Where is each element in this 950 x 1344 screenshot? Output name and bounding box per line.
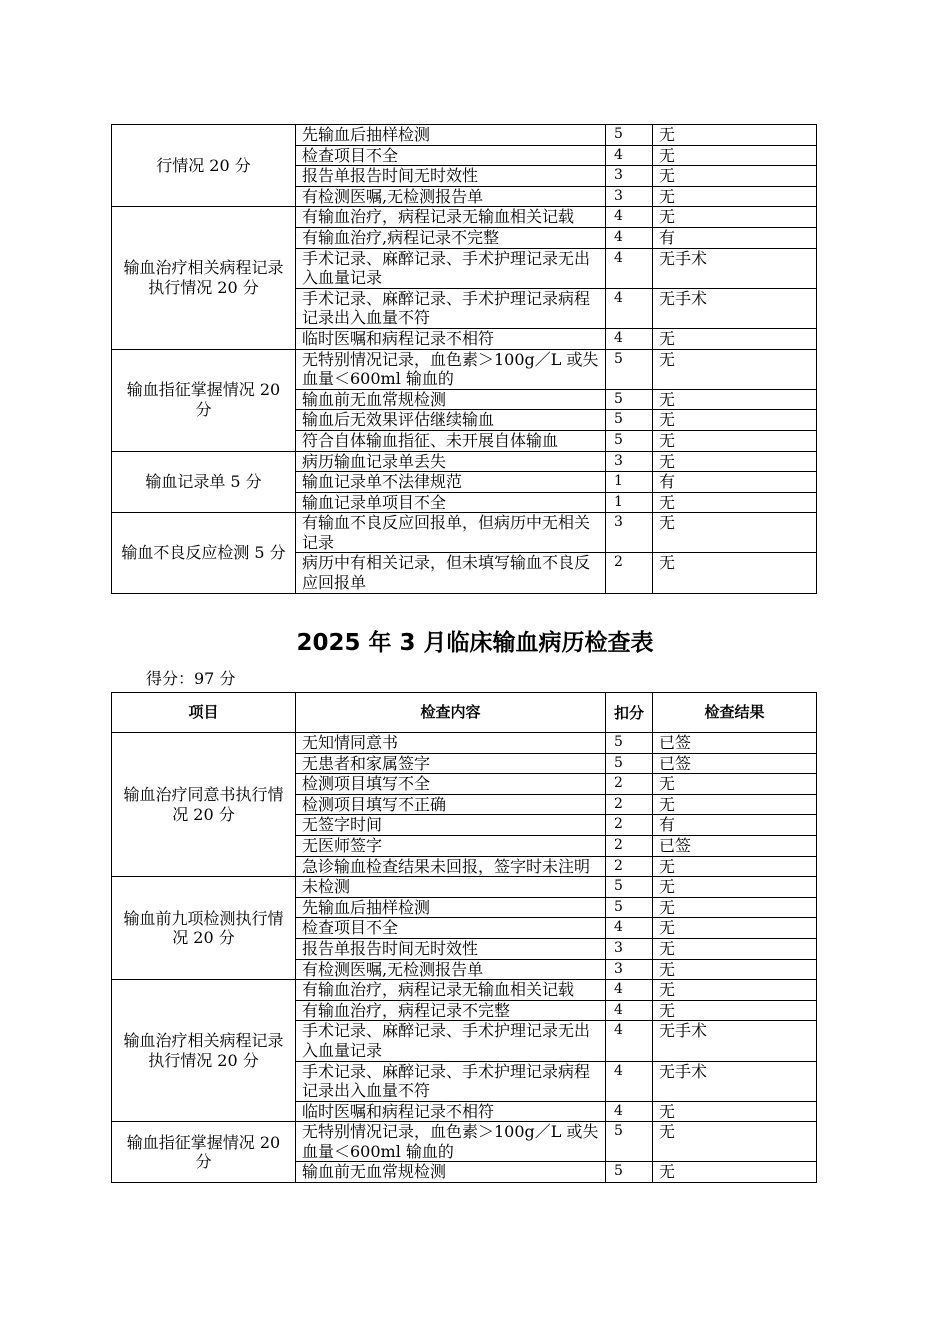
deduct-cell: 3 — [606, 186, 653, 207]
content-cell: 手术记录、麻醉记录、手术护理记录病程记录出入血量不符 — [296, 288, 606, 328]
deduct-cell: 5 — [606, 125, 653, 146]
deduct-cell: 3 — [606, 451, 653, 472]
deduct-cell: 4 — [606, 328, 653, 349]
content-cell: 有输血不良反应回报单，但病历中无相关记录 — [296, 513, 606, 553]
table-row — [112, 513, 817, 553]
result-cell: 无 — [653, 125, 817, 146]
deduct-cell: 5 — [606, 1122, 653, 1162]
content-cell: 临时医嘱和病程记录不相符 — [296, 328, 606, 349]
result-cell: 无 — [653, 856, 817, 877]
result-cell: 无 — [653, 410, 817, 431]
result-cell: 有 — [653, 227, 817, 248]
content-cell: 有检测医嘱,无检测报告单 — [296, 959, 606, 980]
result-cell: 无 — [653, 877, 817, 898]
table-row — [112, 1122, 817, 1162]
content-cell: 未检测 — [296, 877, 606, 898]
content-cell: 检测项目填写不正确 — [296, 794, 606, 815]
result-cell: 无 — [653, 451, 817, 472]
category-cell: 输血治疗相关病程记录执行情况 20 分 — [112, 980, 296, 1122]
deduct-cell: 1 — [606, 472, 653, 493]
content-cell: 输血记录单项目不全 — [296, 492, 606, 513]
content-cell: 输血记录单不法律规范 — [296, 472, 606, 493]
content-cell: 有输血治疗,病程记录不完整 — [296, 227, 606, 248]
content-cell: 报告单报告时间无时效性 — [296, 938, 606, 959]
content-cell: 输血前无血常规检测 — [296, 1162, 606, 1183]
content-cell: 无特别情况记录，血色素＞100g／L 或失血量＜600ml 输血的 — [296, 349, 606, 389]
category-cell: 输血记录单 5 分 — [112, 451, 296, 513]
deduct-cell: 1 — [606, 492, 653, 513]
deduct-cell: 4 — [606, 145, 653, 166]
header-content: 检查内容 — [296, 693, 606, 733]
content-cell: 无签字时间 — [296, 815, 606, 836]
table-row — [112, 125, 817, 146]
deduct-cell: 4 — [606, 1061, 653, 1101]
content-cell: 手术记录、麻醉记录、手术护理记录无出入血量记录 — [296, 1021, 606, 1061]
content-cell: 报告单报告时间无时效性 — [296, 166, 606, 187]
category-cell: 输血前九项检测执行情况 20 分 — [112, 877, 296, 980]
content-cell: 手术记录、麻醉记录、手术护理记录无出入血量记录 — [296, 248, 606, 288]
result-cell: 无 — [653, 774, 817, 795]
content-cell: 输血前无血常规检测 — [296, 389, 606, 410]
result-cell: 已签 — [653, 835, 817, 856]
deduct-cell: 2 — [606, 815, 653, 836]
deduct-cell: 2 — [606, 774, 653, 795]
category-cell: 行情况 20 分 — [112, 125, 296, 207]
content-cell: 检查项目不全 — [296, 145, 606, 166]
content-cell: 无特别情况记录，血色素＞100g／L 或失血量＜600ml 输血的 — [296, 1122, 606, 1162]
content-cell: 检测项目填写不全 — [296, 774, 606, 795]
deduct-cell: 4 — [606, 1000, 653, 1021]
deduct-cell: 4 — [606, 288, 653, 328]
result-cell: 无 — [653, 492, 817, 513]
deduct-cell: 4 — [606, 1101, 653, 1122]
header-item: 项目 — [112, 693, 296, 733]
category-cell: 输血不良反应检测 5 分 — [112, 513, 296, 593]
inspection-table-continued — [111, 124, 817, 594]
category-cell: 输血治疗相关病程记录执行情况 20 分 — [112, 207, 296, 349]
content-cell: 无知情同意书 — [296, 733, 606, 754]
content-cell: 急诊输血检查结果未回报，签字时未注明 — [296, 856, 606, 877]
result-cell: 无 — [653, 513, 817, 553]
deduct-cell: 5 — [606, 389, 653, 410]
result-cell: 无手术 — [653, 288, 817, 328]
result-cell: 无 — [653, 207, 817, 228]
table-header-row — [112, 693, 817, 733]
deduct-cell: 5 — [606, 897, 653, 918]
result-cell: 无 — [653, 186, 817, 207]
result-cell: 无 — [653, 553, 817, 593]
content-cell: 先输血后抽样检测 — [296, 125, 606, 146]
deduct-cell: 5 — [606, 430, 653, 451]
result-cell: 无 — [653, 794, 817, 815]
table-row — [112, 207, 817, 228]
result-cell: 无 — [653, 145, 817, 166]
result-cell: 无 — [653, 166, 817, 187]
result-cell: 无 — [653, 918, 817, 939]
table-row — [112, 733, 817, 754]
deduct-cell: 5 — [606, 349, 653, 389]
header-deduct: 扣分 — [606, 693, 653, 733]
result-cell: 无 — [653, 328, 817, 349]
content-cell: 临时医嘱和病程记录不相符 — [296, 1101, 606, 1122]
deduct-cell: 4 — [606, 918, 653, 939]
result-cell: 已签 — [653, 733, 817, 754]
result-cell: 有 — [653, 815, 817, 836]
deduct-cell: 4 — [606, 207, 653, 228]
score-label: 得分：97 分 — [146, 669, 236, 688]
category-cell: 输血治疗同意书执行情况 20 分 — [112, 733, 296, 877]
content-cell: 输血后无效果评估继续输血 — [296, 410, 606, 431]
result-cell: 无手术 — [653, 248, 817, 288]
result-cell: 无 — [653, 389, 817, 410]
deduct-cell: 3 — [606, 938, 653, 959]
deduct-cell: 5 — [606, 410, 653, 431]
result-cell: 无 — [653, 897, 817, 918]
deduct-cell: 4 — [606, 227, 653, 248]
deduct-cell: 2 — [606, 553, 653, 593]
result-cell: 无 — [653, 980, 817, 1001]
inspection-table — [111, 692, 817, 1183]
deduct-cell: 4 — [606, 1021, 653, 1061]
result-cell: 无 — [653, 430, 817, 451]
result-cell: 无 — [653, 1000, 817, 1021]
result-cell: 无 — [653, 1122, 817, 1162]
content-cell: 无患者和家属签字 — [296, 753, 606, 774]
table-row — [112, 877, 817, 898]
result-cell: 无手术 — [653, 1061, 817, 1101]
table-row — [112, 451, 817, 472]
deduct-cell: 2 — [606, 835, 653, 856]
table-row — [112, 980, 817, 1001]
content-cell: 手术记录、麻醉记录、手术护理记录病程记录出入血量不符 — [296, 1061, 606, 1101]
deduct-cell: 2 — [606, 856, 653, 877]
result-cell: 已签 — [653, 753, 817, 774]
deduct-cell: 5 — [606, 877, 653, 898]
category-cell: 输血指征掌握情况 20 分 — [112, 349, 296, 451]
content-cell: 有输血治疗，病程记录无输血相关记载 — [296, 207, 606, 228]
content-cell: 检查项目不全 — [296, 918, 606, 939]
content-cell: 无医师签字 — [296, 835, 606, 856]
deduct-cell: 5 — [606, 733, 653, 754]
result-cell: 无 — [653, 349, 817, 389]
content-cell: 符合自体输血指征、未开展自体输血 — [296, 430, 606, 451]
result-cell: 无手术 — [653, 1021, 817, 1061]
result-cell: 无 — [653, 959, 817, 980]
result-cell: 无 — [653, 1162, 817, 1183]
deduct-cell: 3 — [606, 513, 653, 553]
deduct-cell: 4 — [606, 980, 653, 1001]
page-title: 2025 年 3 月临床输血病历检查表 — [296, 630, 654, 656]
header-result: 检查结果 — [653, 693, 817, 733]
result-cell: 有 — [653, 472, 817, 493]
table-row — [112, 349, 817, 389]
content-cell: 病历中有相关记录，但未填写输血不良反应回报单 — [296, 553, 606, 593]
content-cell: 有输血治疗，病程记录不完整 — [296, 1000, 606, 1021]
deduct-cell: 2 — [606, 794, 653, 815]
content-cell: 有检测医嘱,无检测报告单 — [296, 186, 606, 207]
result-cell: 无 — [653, 1101, 817, 1122]
deduct-cell: 5 — [606, 753, 653, 774]
result-cell: 无 — [653, 938, 817, 959]
content-cell: 有输血治疗，病程记录无输血相关记载 — [296, 980, 606, 1001]
deduct-cell: 4 — [606, 248, 653, 288]
category-cell: 输血指征掌握情况 20 分 — [112, 1122, 296, 1183]
content-cell: 病历输血记录单丢失 — [296, 451, 606, 472]
content-cell: 先输血后抽样检测 — [296, 897, 606, 918]
deduct-cell: 5 — [606, 1162, 653, 1183]
deduct-cell: 3 — [606, 959, 653, 980]
deduct-cell: 3 — [606, 166, 653, 187]
